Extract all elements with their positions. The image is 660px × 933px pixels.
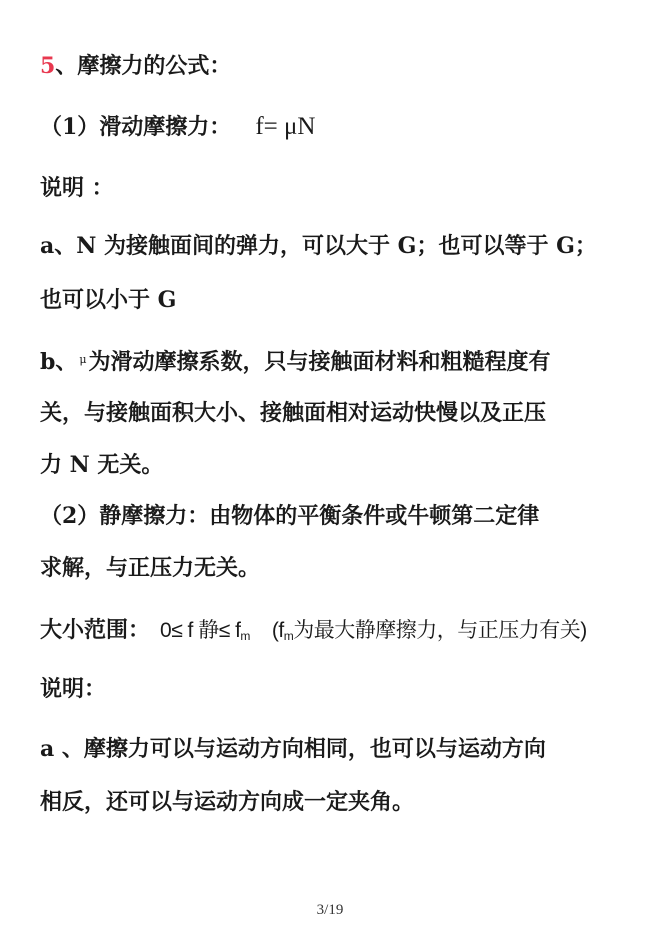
item-a2-line-1: a 、摩擦力可以与运动方向相同，也可以与运动方向 [40, 736, 546, 762]
range-note-pre: (f [271, 619, 284, 642]
item-b-line-3: 力 N 无关。 [40, 452, 164, 478]
mu-symbol: μ [79, 353, 87, 366]
page-number: 3/19 [316, 902, 344, 918]
item-b-line-2: 关，与接触面积大小、接触面相对运动快慢以及正压 [40, 400, 547, 426]
range-note-sub: m [283, 629, 294, 643]
range-formula-sub: m [240, 629, 250, 643]
item-b-line-1 [40, 346, 551, 376]
note-label-2: 说明： [40, 676, 107, 702]
sliding-friction-formula: f= μN [255, 113, 316, 140]
range-formula-main: 0≤ f 静≤ f [160, 619, 241, 642]
item-b-prefix: b、 [40, 349, 78, 375]
range-note-post: 为最大静摩擦力，与正压力有关) [293, 619, 587, 642]
static-friction-line-2: 求解，与正压力无关。 [40, 555, 261, 581]
sliding-friction-line [40, 113, 315, 141]
range-note [272, 619, 587, 642]
sliding-friction-label: （1）滑动摩擦力： [40, 114, 232, 140]
section-number: 5 [40, 53, 56, 79]
range-line [40, 616, 587, 650]
range-formula [160, 619, 250, 642]
section-heading-text: 、摩擦力的公式： [55, 53, 232, 79]
note-label-1: 说明 ： [40, 175, 114, 201]
item-a-line-2: 也可以小于 G [40, 287, 177, 313]
static-friction-line-1: （2）静摩擦力：由物体的平衡条件或牛顿第二定律 [40, 503, 540, 529]
range-label: 大小范围： [40, 617, 151, 643]
item-a-line-1: a、N 为接触面间的弹力，可以大于 G；也可以等于 G； [40, 233, 597, 259]
item-b-line-1-text: 为滑动摩擦系数，只与接触面材料和粗糙程度有 [88, 349, 551, 375]
section-heading [40, 52, 231, 80]
item-a2-line-2: 相反，还可以与运动方向成一定夹角。 [40, 789, 415, 815]
